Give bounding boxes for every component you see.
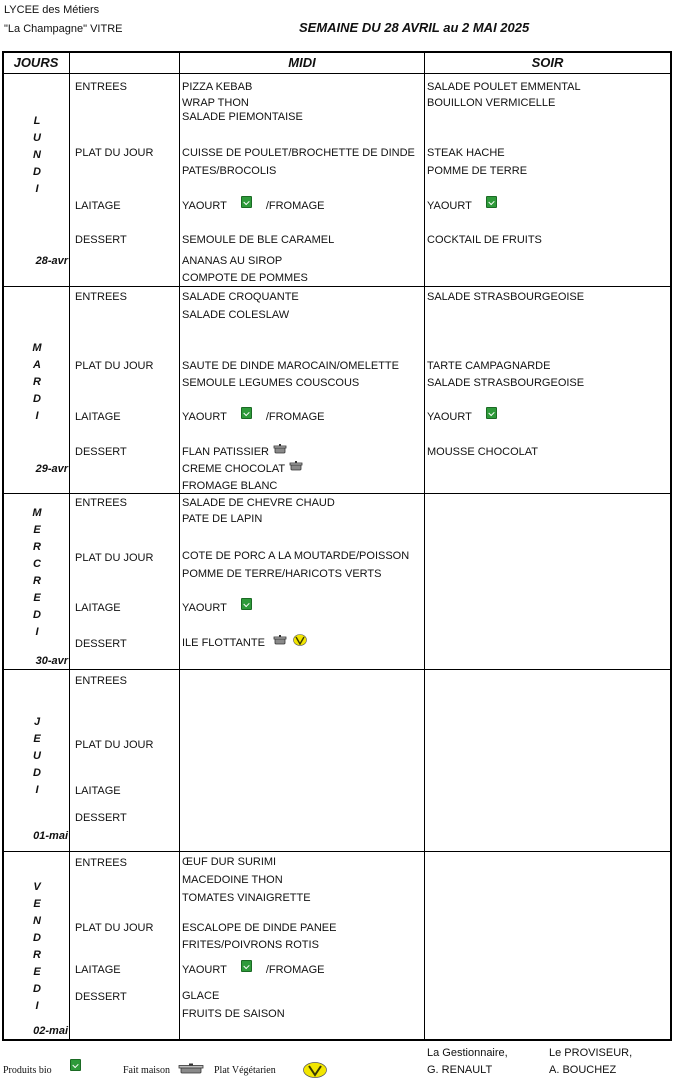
day-letter: J [33, 716, 41, 728]
legend-bio: Produits bio [3, 1065, 81, 1077]
day-letter: E [33, 733, 41, 745]
menu-item: SALADE STRASBOURGEOISE [427, 291, 585, 303]
day-letter: U [33, 132, 41, 144]
day-date: 28-avr [35, 255, 68, 267]
day-letter: U [33, 750, 41, 762]
legend-vegetarien: Plat Végétarien [214, 1065, 276, 1076]
homemade-pot-icon [178, 1063, 204, 1074]
homemade-pot-icon [273, 443, 287, 454]
menu-item: SEMOULE LEGUMES COUSCOUS [182, 377, 360, 389]
menu-item: SALADE PIEMONTAISE [182, 111, 303, 123]
menu-item: SALADE DE CHEVRE CHAUD [182, 497, 335, 509]
school-location: "La Champagne" VITRE [4, 23, 123, 35]
menu-item: COMPOTE DE POMMES [182, 272, 308, 284]
gestionnaire-name: G. RENAULT [427, 1064, 493, 1076]
bio-label-icon [241, 960, 252, 972]
proviseur-name: A. BOUCHEZ [549, 1064, 617, 1076]
day-letter: D [33, 166, 41, 178]
category-label: PLAT DU JOUR [75, 922, 154, 934]
category-label: LAITAGE [75, 200, 121, 212]
bio-label-icon [70, 1059, 81, 1071]
category-label: PLAT DU JOUR [75, 147, 154, 159]
category-label: LAITAGE [75, 602, 121, 614]
menu-item: BOUILLON VERMICELLE [427, 97, 556, 109]
menu-item-laitage: YAOURT /FROMAGE [182, 200, 325, 212]
menu-item-laitage: YAOURT /FROMAGE [182, 964, 325, 976]
homemade-pot-icon [273, 634, 287, 645]
category-label: DESSERT [75, 991, 127, 1003]
day-letter: D [33, 983, 41, 995]
menu-item: FRUITS DE SAISON [182, 1008, 285, 1020]
legend-maison: Fait maison [123, 1065, 204, 1076]
menu-item-laitage: YAOURT [427, 411, 497, 423]
category-label: DESSERT [75, 638, 127, 650]
menu-item: COCKTAIL DE FRUITS [427, 234, 542, 246]
homemade-pot-icon [289, 460, 303, 471]
menu-item: FRITES/POIVRONS ROTIS [182, 939, 319, 951]
menu-item: POMME DE TERRE/HARICOTS VERTS [182, 568, 382, 580]
menu-item: PATE DE LAPIN [182, 513, 263, 525]
menu-item: SALADE STRASBOURGEOISE [427, 377, 585, 389]
day-date: 01-mai [33, 830, 68, 842]
day-letter: R [33, 541, 41, 553]
category-label: ENTREES [75, 675, 127, 687]
menu-item: SALADE POULET EMMENTAL [427, 81, 581, 93]
day-letter: D [33, 932, 41, 944]
category-label: DESSERT [75, 812, 127, 824]
proviseur-title: Le PROVISEUR, [549, 1047, 633, 1059]
menu-item: FROMAGE BLANC [182, 480, 278, 492]
gestionnaire-title: La Gestionnaire, [427, 1047, 508, 1059]
menu-item: FLAN PATISSIER [182, 446, 287, 458]
category-label: ENTREES [75, 81, 127, 93]
day-letter: V [33, 881, 41, 893]
menu-item-laitage: YAOURT [182, 602, 252, 614]
day-letter: E [33, 524, 41, 536]
category-label: DESSERT [75, 446, 127, 458]
column-header-jours: JOURS [13, 55, 59, 70]
category-label: ENTREES [75, 857, 127, 869]
day-letter: E [33, 592, 41, 604]
category-label: PLAT DU JOUR [75, 739, 154, 751]
day-letter: I [35, 626, 39, 638]
category-label: ENTREES [75, 497, 127, 509]
day-letter: I [35, 410, 39, 422]
menu-item: ILE FLOTTANTE [182, 637, 307, 649]
menu-item-laitage: YAOURT /FROMAGE [182, 411, 325, 423]
day-letter: I [35, 1000, 39, 1012]
day-letter: D [33, 609, 41, 621]
menu-item: PATES/BROCOLIS [182, 165, 277, 177]
menu-item: MOUSSE CHOCOLAT [427, 446, 539, 458]
day-letter: E [33, 898, 41, 910]
menu-item: ANANAS AU SIROP [182, 255, 283, 267]
day-letter: N [33, 915, 41, 927]
menu-item: SALADE COLESLAW [182, 309, 290, 321]
menu-item: SALADE CROQUANTE [182, 291, 299, 303]
column-header-midi: MIDI [288, 55, 316, 70]
column-header-soir: SOIR [531, 55, 564, 70]
category-label: ENTREES [75, 291, 127, 303]
day-letter: D [33, 393, 41, 405]
day-date: 29-avr [35, 463, 68, 475]
bio-label-icon [486, 196, 497, 208]
menu-item: ŒUF DUR SURIMI [182, 856, 277, 868]
day-letter: R [33, 376, 41, 388]
bio-label-icon [241, 196, 252, 208]
menu-item: TARTE CAMPAGNARDE [427, 360, 551, 372]
menu-item: CREME CHOCOLAT [182, 463, 303, 475]
menu-item: ESCALOPE DE DINDE PANEE [182, 922, 337, 934]
day-letter: A [33, 359, 41, 371]
day-letter: R [33, 949, 41, 961]
day-letter: D [33, 767, 41, 779]
menu-item: SAUTE DE DINDE MAROCAIN/OMELETTE [182, 360, 399, 372]
day-letter: C [33, 558, 41, 570]
day-date: 30-avr [35, 655, 68, 667]
menu-item: COTE DE PORC A LA MOUTARDE/POISSON [182, 550, 410, 562]
category-label: LAITAGE [75, 785, 121, 797]
menu-item: STEAK HACHE [427, 147, 505, 159]
category-label: LAITAGE [75, 964, 121, 976]
menu-item: SEMOULE DE BLE CARAMEL [182, 234, 335, 246]
menu-item: WRAP THON [182, 97, 249, 109]
day-letter: M [32, 507, 42, 519]
day-letter: M [32, 342, 42, 354]
menu-item: GLACE [182, 990, 220, 1002]
day-letter: E [33, 966, 41, 978]
bio-label-icon [241, 598, 252, 610]
day-letter: R [33, 575, 41, 587]
day-letter: I [35, 784, 39, 796]
menu-item: POMME DE TERRE [427, 165, 528, 177]
school-name: LYCEE des Métiers [4, 4, 100, 16]
menu-item: TOMATES VINAIGRETTE [182, 892, 311, 904]
bio-label-icon [241, 407, 252, 419]
category-label: PLAT DU JOUR [75, 552, 154, 564]
vegetarian-leaf-icon [303, 1062, 327, 1078]
menu-item-laitage: YAOURT [427, 200, 497, 212]
menu-item: MACEDOINE THON [182, 874, 283, 886]
day-letter: I [35, 183, 39, 195]
page-title: SEMAINE DU 28 AVRIL au 2 MAI 2025 [299, 20, 530, 35]
bio-label-icon [486, 407, 497, 419]
category-label: LAITAGE [75, 411, 121, 423]
menu-item: PIZZA KEBAB [182, 81, 253, 93]
category-label: DESSERT [75, 234, 127, 246]
day-date: 02-mai [33, 1025, 68, 1037]
category-label: PLAT DU JOUR [75, 360, 154, 372]
menu-item: CUISSE DE POULET/BROCHETTE DE DINDE [182, 147, 415, 159]
day-letter: N [33, 149, 41, 161]
day-letter: L [33, 115, 41, 127]
vegetarian-leaf-icon [293, 634, 307, 646]
